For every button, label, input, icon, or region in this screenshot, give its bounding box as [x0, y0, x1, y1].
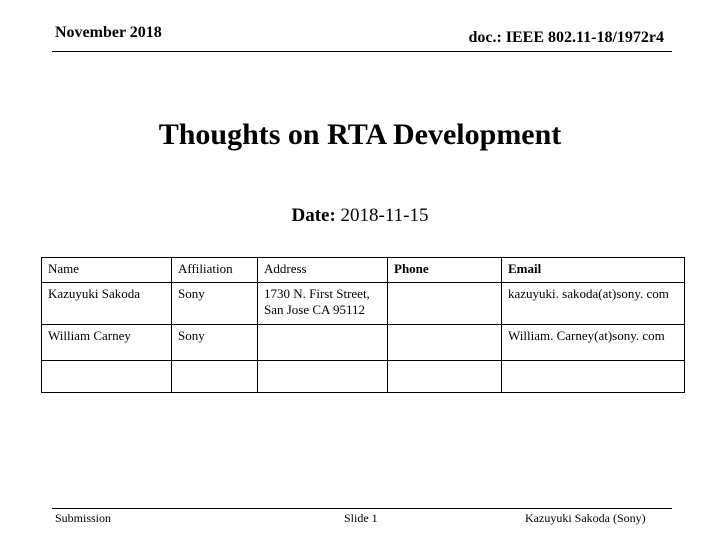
- cell-phone: [388, 361, 502, 393]
- authors-table: [41, 257, 685, 393]
- header-doc-id: doc.: IEEE 802.11-18/1972r4: [468, 29, 664, 46]
- table-header-row: [42, 258, 685, 283]
- column-header-address: Address: [258, 258, 388, 283]
- address-line-2: San Jose CA 95112: [264, 302, 365, 317]
- cell-address: [258, 361, 388, 393]
- cell-phone: [388, 325, 502, 361]
- date-value: 2018-11-15: [340, 205, 429, 226]
- header-divider: [52, 51, 672, 52]
- cell-email: [502, 361, 685, 393]
- date-label: Date:: [291, 205, 336, 226]
- footer-slide-number: Slide 1: [344, 511, 378, 525]
- footer-author: Kazuyuki Sakoda (Sony): [525, 511, 646, 525]
- slide-title: Thoughts on RTA Development: [158, 118, 562, 151]
- cell-affiliation: Sony: [172, 283, 258, 325]
- cell-name: William Carney: [42, 325, 172, 361]
- header-date: November 2018: [55, 24, 162, 41]
- cell-affiliation: Sony: [172, 325, 258, 361]
- date-line: [0, 205, 720, 227]
- column-header-affiliation: Affiliation: [172, 258, 258, 283]
- cell-email: William. Carney(at)sony. com: [502, 325, 685, 361]
- cell-address: [258, 325, 388, 361]
- cell-name: [42, 361, 172, 393]
- cell-address: [258, 283, 388, 325]
- cell-affiliation: [172, 361, 258, 393]
- cell-name: Kazuyuki Sakoda: [42, 283, 172, 325]
- footer-submission: Submission: [55, 511, 112, 525]
- column-header-email: Email: [502, 258, 685, 283]
- address-line-1: 1730 N. First Street,: [264, 286, 370, 301]
- table-row: [42, 283, 685, 325]
- footer-divider: [52, 508, 672, 509]
- table-row: [42, 325, 685, 361]
- column-header-phone: Phone: [388, 258, 502, 283]
- table-row: [42, 361, 685, 393]
- cell-email: kazuyuki. sakoda(at)sony. com: [502, 283, 685, 325]
- cell-phone: [388, 283, 502, 325]
- column-header-name: Name: [42, 258, 172, 283]
